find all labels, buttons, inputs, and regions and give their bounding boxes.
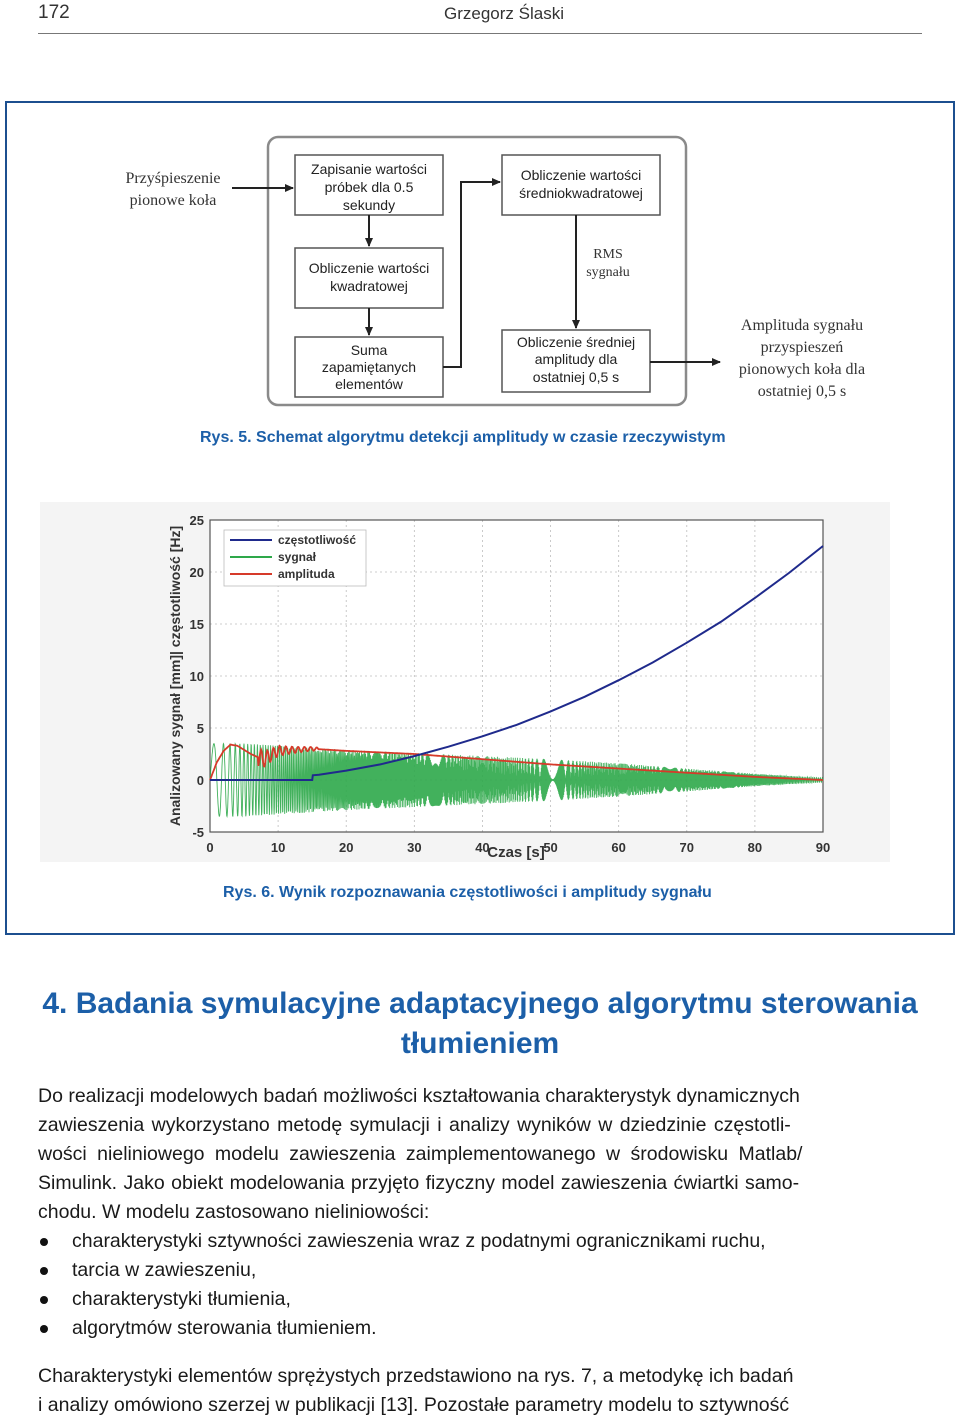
box-sum-elements [295, 337, 443, 397]
x-tick-label: 80 [747, 840, 763, 855]
box-square-value [295, 248, 443, 308]
svg-text:Suma: Suma [350, 342, 388, 358]
box-save-samples [295, 155, 443, 215]
x-tick-label: 40 [475, 840, 490, 855]
paragraph-intro [38, 1082, 922, 1227]
paragraph-continuation [38, 1362, 922, 1420]
chart-legend [224, 530, 366, 586]
x-tick-label: 90 [815, 840, 831, 855]
y-tick-label: 20 [189, 565, 204, 580]
list-item: charakterystyki tłumienia, [38, 1285, 922, 1314]
svg-text:zapamiętanych: zapamiętanych [321, 359, 417, 375]
paragraph-line: Do realizacji modelowych badań możliwości kształtowania charakterystyk dynamicznych [38, 1085, 800, 1107]
running-head-author: Grzegorz Ślaski [444, 4, 564, 23]
paragraph-line: wości nieliniowego modelu zawieszenia zaimplementowanego w środowisku Matlab/ [38, 1143, 803, 1165]
x-tick-label: 20 [338, 840, 354, 855]
svg-text:sekundy: sekundy [342, 197, 396, 213]
section-heading-line2: tłumieniem [400, 1027, 560, 1060]
legend-label: sygnał [278, 550, 317, 564]
legend-label: amplituda [278, 567, 335, 581]
list-item: charakterystyki sztywności zawieszenia wraz z podatnymi ogranicznikami ruchu, [38, 1227, 922, 1256]
x-tick-label: 60 [611, 840, 626, 855]
paragraph-line: zawieszenia wykorzystano metodę symulacji i analizy wyników w dziedzinie częstotli- [38, 1114, 791, 1136]
bullet-icon [40, 1325, 48, 1333]
bullet-icon [40, 1238, 48, 1246]
svg-text:kwadratowej: kwadratowej [330, 278, 408, 294]
x-tick-label: 70 [679, 840, 695, 855]
algorithm-block-diagram [0, 0, 960, 460]
x-tick-label: 30 [407, 840, 422, 855]
svg-text:sygnału: sygnału [586, 265, 630, 280]
svg-text:ostatniej 0,5 s: ostatniej 0,5 s [532, 369, 620, 385]
y-tick-label: 15 [189, 617, 204, 632]
svg-text:ostatniej 0,5 s: ostatniej 0,5 s [757, 383, 847, 400]
list-item: algorytmów sterowania tłumieniem. [38, 1314, 922, 1343]
section-heading [30, 984, 930, 1064]
input-label-line2: pionowe koła [129, 192, 217, 209]
svg-text:Obliczenie wartości: Obliczenie wartości [520, 167, 642, 183]
paragraph-line: Simulink. Jako obiekt modelowania przyjęto fizyczny model zawieszenia ćwiartki samo- [38, 1172, 800, 1194]
input-label [125, 170, 220, 209]
svg-text:Amplituda sygnału: Amplituda sygnału [740, 317, 864, 334]
legend-label: częstotliwość [278, 533, 357, 547]
section-heading-line1: 4. Badania symulacyjne adaptacyjnego algorytmu sterowania [42, 987, 918, 1020]
input-label-line1: Przyśpieszenie [125, 170, 221, 187]
y-tick-label: 10 [189, 669, 204, 684]
svg-text:średniokwadratowej: średniokwadratowej [519, 185, 643, 201]
page-number: 172 [38, 2, 70, 23]
svg-text:Zapisanie wartości: Zapisanie wartości [311, 161, 427, 177]
x-axis-label: Czas [s] [487, 844, 545, 861]
y-tick-label: -5 [192, 825, 204, 840]
svg-text:przyspieszeń: przyspieszeń [760, 339, 844, 356]
svg-text:Obliczenie wartości: Obliczenie wartości [308, 260, 430, 276]
bullet-icon [40, 1296, 48, 1304]
paragraph-line: i analizy omówiono szerzej w publikacji [13]. Pozostałe parametry modelu to sztywność [38, 1394, 790, 1416]
x-tick-label: 0 [206, 840, 214, 855]
x-tick-label: 50 [543, 840, 558, 855]
y-tick-label: 5 [196, 721, 204, 736]
figure5-caption: Rys. 5. Schemat algorytmu detekcji amplitudy w czasie rzeczywistym [200, 429, 726, 446]
svg-text:RMS: RMS [593, 247, 623, 262]
output-label [739, 317, 865, 400]
paragraph-line: chodu. W modelu zastosowano nieliniowości: [38, 1201, 430, 1223]
box-average-amplitude [502, 330, 650, 392]
box-rms [502, 155, 660, 215]
svg-text:elementów: elementów [335, 376, 403, 392]
svg-text:Obliczenie średniej: Obliczenie średniej [516, 334, 636, 350]
x-tick-label: 10 [270, 840, 286, 855]
y-tick-label: 25 [189, 513, 204, 528]
list-item: tarcia w zawieszeniu, [38, 1256, 922, 1285]
figure6-caption: Rys. 6. Wynik rozpoznawania częstotliwości i amplitudy sygnału [223, 884, 712, 901]
svg-text:amplitudy dla: amplitudy dla [534, 351, 618, 367]
svg-text:pionowych koła dla: pionowych koła dla [738, 361, 866, 378]
frequency-amplitude-chart [0, 490, 960, 870]
y-axis-label: Analizowany sygnał [mm]| częstotliwość [Hz] [167, 525, 183, 827]
bullet-icon [40, 1267, 48, 1275]
y-tick-label: 0 [196, 773, 204, 788]
nonlinearities-list [38, 1227, 922, 1343]
paragraph-line: Charakterystyki elementów sprężystych przedstawiono na rys. 7, a metodykę ich badań [38, 1365, 794, 1387]
svg-text:próbek dla 0.5: próbek dla 0.5 [324, 179, 414, 195]
